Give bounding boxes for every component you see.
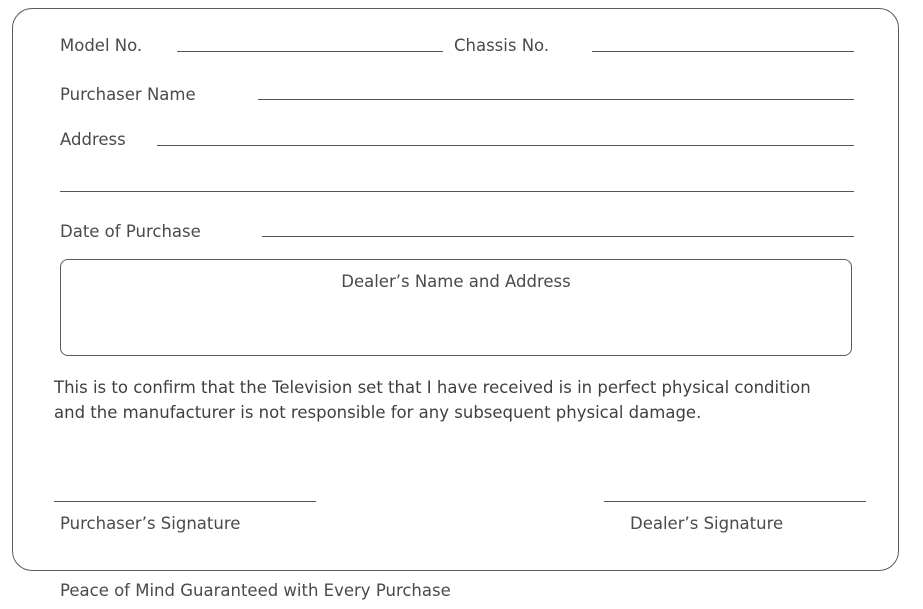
address-label: Address xyxy=(60,130,126,149)
dealer-signature-label: Dealer’s Signature xyxy=(630,514,784,533)
chassis-no-label: Chassis No. xyxy=(454,36,550,55)
address-field-line-2[interactable] xyxy=(60,191,854,192)
dealer-signature-line[interactable] xyxy=(604,501,866,502)
purchaser-name-label: Purchaser Name xyxy=(60,85,196,104)
purchaser-name-field[interactable] xyxy=(258,99,854,100)
confirmation-line-2: and the manufacturer is not responsible for any subsequent physical damage. xyxy=(54,403,702,422)
dealer-box-title: Dealer’s Name and Address xyxy=(341,272,571,291)
date-of-purchase-label: Date of Purchase xyxy=(60,222,201,241)
purchaser-signature-label: Purchaser’s Signature xyxy=(60,514,241,533)
model-no-field[interactable] xyxy=(177,51,443,52)
footer-tagline: Peace of Mind Guaranteed with Every Purchase xyxy=(60,581,451,600)
confirmation-statement xyxy=(54,375,844,425)
address-field[interactable] xyxy=(157,145,854,146)
chassis-no-field[interactable] xyxy=(592,51,854,52)
date-of-purchase-field[interactable] xyxy=(262,236,854,237)
model-no-label: Model No. xyxy=(60,36,143,55)
dealer-name-address-box[interactable] xyxy=(60,259,852,356)
purchaser-signature-line[interactable] xyxy=(54,501,316,502)
confirmation-line-1: This is to confirm that the Television set that I have received is in perfect physical condition xyxy=(54,378,811,397)
